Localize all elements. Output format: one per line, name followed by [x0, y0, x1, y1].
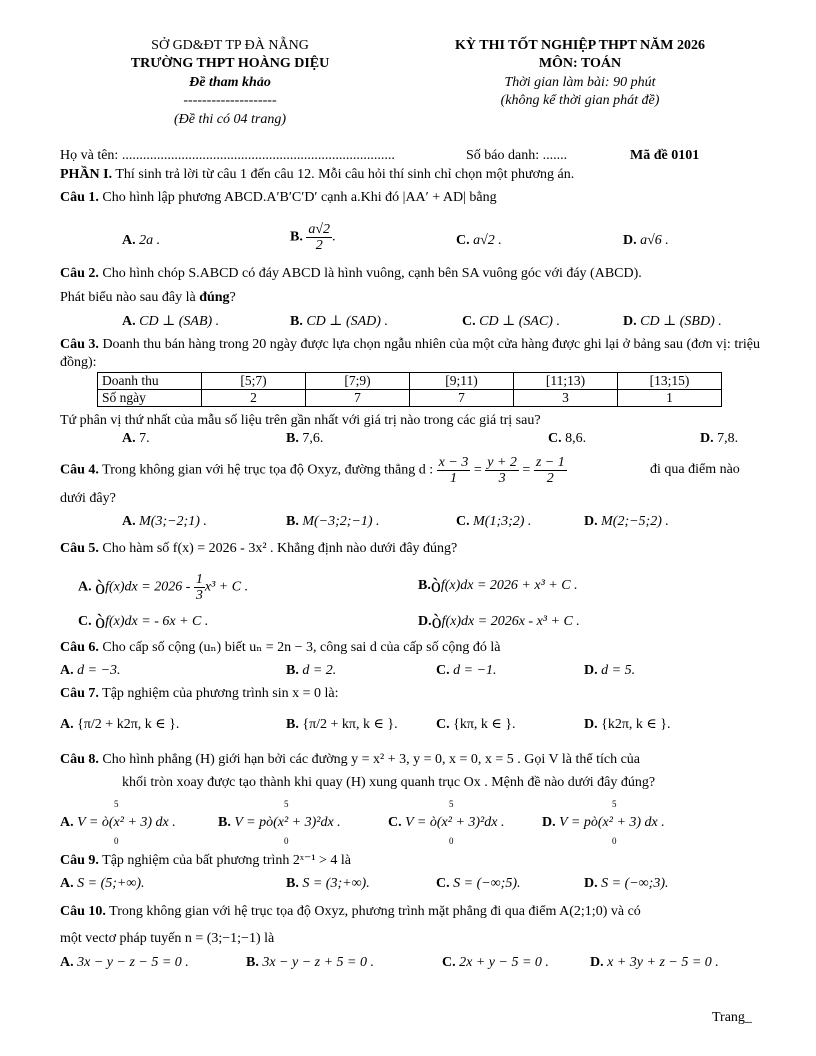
q2-option-d[interactable]: [623, 313, 722, 330]
option-letter: A.: [60, 955, 74, 970]
option-value: V = pò(x² + 3)²dx .: [234, 815, 341, 830]
fraction-denominator: 1: [450, 471, 457, 486]
option-letter: D.: [542, 815, 556, 830]
page-footer: Trang_: [712, 1010, 752, 1025]
q3-option-a[interactable]: [122, 431, 150, 447]
option-letter: A.: [60, 815, 74, 830]
option-value: f(x)dx = 2026x - x³ + C .: [441, 614, 580, 629]
option-letter: C.: [442, 955, 456, 970]
q9-option-c[interactable]: [436, 876, 521, 892]
q9-text: Tập nghiệm của bất phương trình 2ˣ⁻¹ > 4 là: [98, 853, 352, 868]
option-letter: A.: [122, 514, 136, 529]
option-letter: D.: [584, 663, 598, 678]
option-value: f(x)dx = 2026 + x³ + C .: [440, 578, 578, 593]
q7-label: Câu 7.: [60, 686, 99, 701]
q4-option-b[interactable]: [286, 514, 380, 530]
option-letter: B.: [246, 955, 259, 970]
part1-text: Thí sinh trả lời từ câu 1 đến câu 12. Mỗi câu hỏi thí sinh chỉ chọn một phương án.: [112, 167, 575, 182]
option-value: a√2 .: [473, 233, 502, 248]
integral-icon: ò: [95, 611, 106, 633]
q10-text: Trong không gian với hệ trục tọa độ Oxyz, phương trình mặt phẳng đi qua điểm A(2;1;0) và có: [105, 904, 641, 919]
question-7: [60, 686, 339, 702]
q7-option-b[interactable]: [286, 716, 398, 733]
q9-option-b[interactable]: [286, 876, 370, 892]
exam-type: Đề tham khảo: [189, 75, 271, 90]
q5-text: Cho hàm số f(x) = 2026 - 3x² . Khẳng định nào dưới đây đúng?: [98, 541, 458, 556]
option-letter: B.: [418, 578, 431, 593]
q2-option-c[interactable]: [462, 313, 560, 330]
q1-label: Câu 1.: [60, 190, 99, 205]
option-letter: D.: [623, 233, 637, 248]
frequency-table: [97, 372, 722, 407]
subject: MÔN: TOÁN: [538, 56, 622, 71]
integral-icon: ò: [430, 575, 441, 597]
question-8: [60, 752, 640, 768]
duration: Thời gian làm bài: 90 phút: [504, 75, 656, 90]
option-letter: A.: [122, 314, 136, 329]
table-row: [98, 390, 722, 407]
option-letter: D.: [584, 876, 598, 891]
q2-text-part: ?: [229, 290, 236, 305]
table-row: [98, 373, 722, 390]
q4-label: Câu 4.: [60, 462, 99, 478]
q2-text-part: Phát biểu nào sau đây là: [60, 290, 200, 305]
q1-option-a[interactable]: [122, 233, 160, 249]
integral-upper-limit: 5: [114, 799, 119, 809]
q6-option-b[interactable]: [286, 663, 336, 679]
option-letter: D.: [700, 431, 714, 446]
option-letter: D.: [584, 717, 598, 732]
option-letter: B.: [286, 514, 299, 529]
fraction-denominator: 2: [546, 471, 554, 486]
question-3: [60, 336, 760, 372]
question-2: [60, 266, 642, 282]
option-letter: C.: [436, 663, 450, 678]
option-value: 3x − y − z + 5 = 0 .: [262, 955, 375, 970]
option-letter: D.: [590, 955, 604, 970]
option-letter: C.: [548, 431, 562, 446]
option-letter: B.: [286, 717, 299, 732]
integral-icon: ò: [431, 611, 442, 633]
q10-option-d[interactable]: [590, 955, 719, 971]
table-cell: [5;7): [202, 373, 306, 390]
option-value: x + 3y + z − 5 = 0 .: [607, 955, 719, 970]
integral-lower-limit: 0: [612, 836, 617, 846]
option-value: CD ⊥ (SAB) .: [139, 314, 220, 329]
part1-instruction: [60, 167, 574, 183]
option-letter: C.: [456, 514, 470, 529]
option-value: a√6 .: [640, 233, 669, 248]
q8-text-line2: khối tròn xoay được tạo thành khi quay (H) xung quanh trục Ox . Mệnh đề nào dưới đây đúng?: [122, 775, 656, 790]
option-value: 7,6.: [302, 431, 324, 446]
q4-text-line2: dưới đây?: [60, 491, 116, 506]
option-value: f(x)dx = 2026 -: [105, 579, 191, 595]
option-value: 7.: [139, 431, 150, 446]
q10-text-line2: một vectơ pháp tuyến n = (3;−1;−1) là: [60, 931, 275, 946]
option-letter: A.: [122, 431, 136, 446]
option-letter: C.: [388, 815, 402, 830]
option-value: S = (−∞;3).: [601, 876, 669, 891]
option-value: M(−3;2;−1) .: [302, 514, 380, 529]
q9-label: Câu 9.: [60, 853, 99, 868]
option-letter: D.: [418, 614, 432, 629]
option-value: x³ + C .: [204, 579, 249, 595]
dept-name: SỞ GD&ĐT TP ĐÀ NẴNG: [151, 38, 309, 53]
school-name: TRƯỜNG THPT HOÀNG DIỆU: [130, 56, 330, 71]
table-cell: [7;9): [306, 373, 410, 390]
question-6: [60, 639, 500, 656]
fraction-numerator: a√2: [308, 222, 331, 237]
table-cell: 7: [410, 390, 514, 407]
q4-text-end: đi qua điểm nào: [650, 462, 740, 477]
option-value: {kπ, k ∈ }.: [453, 717, 516, 732]
integral-icon: ò: [95, 576, 106, 599]
q6-option-a[interactable]: [60, 663, 121, 679]
option-value: 3x − y − z − 5 = 0 .: [77, 955, 189, 970]
option-letter: C.: [456, 233, 470, 248]
option-letter: C.: [78, 614, 92, 629]
option-value: M(2;−5;2) .: [601, 514, 669, 529]
option-letter: A.: [60, 717, 74, 732]
q4-option-c[interactable]: [456, 514, 531, 530]
option-value: V = pò(x² + 3) dx .: [559, 815, 665, 830]
q8-option-a[interactable]: [60, 815, 176, 831]
q7-option-c[interactable]: [436, 716, 516, 733]
q2-label: Câu 2.: [60, 266, 99, 281]
q4-option-a[interactable]: [122, 514, 207, 530]
option-value: {π/2 + k2π, k ∈ }.: [77, 717, 180, 732]
option-letter: B.: [286, 431, 299, 446]
option-letter: D.: [623, 314, 637, 329]
q5-option-b[interactable]: [418, 572, 578, 595]
q8-label: Câu 8.: [60, 752, 99, 767]
option-value: d = 5.: [601, 663, 636, 678]
option-value: CD ⊥ (SAD) .: [306, 314, 388, 329]
q5-option-d[interactable]: [418, 608, 580, 631]
q1-option-b[interactable]: B. $\frac{a√2}{2}$ .: [290, 222, 336, 253]
q8-option-b[interactable]: [218, 815, 341, 831]
q7-option-a[interactable]: [60, 716, 179, 733]
page-count: (Đề thi có 04 trang): [174, 112, 286, 127]
q7-text: Tập nghiệm của phương trình sin x = 0 là:: [98, 686, 339, 701]
fraction-numerator: 1: [195, 572, 203, 587]
option-value: CD ⊥ (SAC) .: [479, 314, 560, 329]
q1-option-d[interactable]: [623, 233, 669, 249]
option-letter: C.: [436, 876, 450, 891]
q7-option-d[interactable]: [584, 716, 671, 733]
q2-option-b[interactable]: [290, 313, 388, 330]
fraction-denominator: 3: [195, 588, 203, 603]
option-letter: B.: [290, 229, 303, 245]
q1-option-c[interactable]: [456, 233, 502, 249]
fraction-denominator: 3: [498, 471, 506, 486]
table-cell: 3: [514, 390, 618, 407]
table-cell: 7: [306, 390, 410, 407]
sbd-field: Số báo danh: .......: [466, 148, 568, 163]
option-letter: A.: [122, 233, 136, 248]
option-value: f(x)dx = - 6x + C .: [105, 614, 209, 629]
option-value: S = (−∞;5).: [453, 876, 521, 891]
q6-label: Câu 6.: [60, 640, 99, 655]
integral-lower-limit: 0: [449, 836, 454, 846]
option-value: 8,6.: [565, 431, 587, 446]
q6-option-d[interactable]: [584, 663, 635, 679]
option-value: d = −1.: [453, 663, 497, 678]
option-value: V = ò(x² + 3)²dx .: [405, 815, 505, 830]
question-5: [60, 541, 457, 557]
question-4: Câu 4. Trong không gian với hệ trục tọa độ Oxyz, đường thẳng d : $\frac{x - 3}{1}$ = $\frac{y + 2}{3}$ = $\frac{z - 1}{2}$: [60, 455, 565, 486]
option-value: d = 2.: [302, 663, 337, 678]
integral-upper-limit: 5: [449, 799, 454, 809]
question-1: [60, 190, 497, 206]
q3-question: Tứ phân vị thứ nhất của mẫu số liệu trên gần nhất với giá trị nào trong các giá trị sau?: [60, 413, 541, 428]
integral-upper-limit: 5: [612, 799, 617, 809]
fraction-numerator: z − 1: [535, 455, 565, 470]
table-cell: [9;11): [410, 373, 514, 390]
option-value: 7,8.: [717, 431, 739, 446]
q9-option-d[interactable]: [584, 876, 669, 892]
q10-option-a[interactable]: [60, 955, 189, 971]
q8-text: Cho hình phẳng (H) giới hạn bởi các đường y = x² + 3, y = 0, x = 0, x = 5 . Gọi V là thể tích của: [98, 752, 641, 767]
option-value: M(3;−2;1) .: [139, 514, 207, 529]
table-cell: [11;13): [514, 373, 618, 390]
fraction-denominator: 2: [315, 238, 323, 253]
option-letter: B.: [218, 815, 231, 830]
q4-text: Trong không gian với hệ trục tọa độ Oxyz, đường thẳng d :: [98, 462, 434, 478]
option-letter: C.: [462, 314, 476, 329]
option-letter: A.: [60, 663, 74, 678]
option-letter: B.: [286, 663, 299, 678]
q3-option-d[interactable]: [700, 431, 738, 447]
q8-option-c[interactable]: [388, 815, 504, 831]
q2-emphasis: đúng: [199, 290, 230, 305]
question-9: [60, 852, 351, 869]
q9-option-a[interactable]: [60, 876, 145, 892]
integral-lower-limit: 0: [114, 836, 119, 846]
name-field: Họ và tên: ..............................................................................: [60, 148, 395, 163]
table-cell: 2: [202, 390, 306, 407]
q3-label: Câu 3.: [60, 337, 99, 352]
q6-option-c[interactable]: [436, 663, 497, 679]
option-value: {k2π, k ∈ }.: [601, 717, 671, 732]
q3-text: Doanh thu bán hàng trong 20 ngày được lựa chọn ngẫu nhiên của một cửa hàng được ghi lại ở bảng sau (đơn vị: triệu đồng):: [60, 337, 760, 370]
q5-label: Câu 5.: [60, 541, 99, 556]
q3-option-c[interactable]: [548, 431, 586, 447]
q5-option-c[interactable]: [78, 608, 208, 631]
option-letter: C.: [436, 717, 450, 732]
option-value: S = (5;+∞).: [77, 876, 145, 891]
duration-note: (không kể thời gian phát đề): [500, 93, 660, 108]
integral-upper-limit: 5: [284, 799, 289, 809]
q10-label: Câu 10.: [60, 904, 106, 919]
fraction-numerator: y + 2: [487, 455, 517, 470]
option-letter: D.: [584, 514, 598, 529]
q4-option-d[interactable]: [584, 514, 669, 530]
option-letter: B.: [290, 314, 303, 329]
fraction-numerator: x − 3: [438, 455, 469, 470]
option-value: S = (3;+∞).: [302, 876, 370, 891]
q10-option-c[interactable]: [442, 955, 549, 971]
option-value: 2a .: [139, 233, 161, 248]
option-value: V = ò(x² + 3) dx .: [77, 815, 176, 830]
q8-option-d[interactable]: [542, 815, 665, 831]
option-value: 2x + y − 5 = 0 .: [459, 955, 549, 970]
q5-option-a[interactable]: [78, 572, 248, 603]
option-value: d = −3.: [77, 663, 121, 678]
option-value: M(1;3;2) .: [473, 514, 532, 529]
exam-code: Mã đề 0101: [630, 148, 700, 163]
table-cell: 1: [618, 390, 722, 407]
table-cell: [13;15): [618, 373, 722, 390]
option-letter: B.: [286, 876, 299, 891]
q2-option-a[interactable]: [122, 313, 219, 330]
q10-option-b[interactable]: [246, 955, 374, 971]
divider: --------------------: [183, 93, 277, 108]
option-value: CD ⊥ (SBD) .: [640, 314, 722, 329]
table-cell: Số ngày: [98, 390, 202, 407]
table-cell: Doanh thu: [98, 373, 202, 390]
q3-option-b[interactable]: [286, 431, 323, 447]
exam-title: KỲ THI TỐT NGHIỆP THPT NĂM 2026: [455, 38, 705, 53]
q6-text: Cho cấp số cộng (uₙ) biết uₙ = 2n − 3, công sai d của cấp số cộng đó là: [98, 640, 501, 655]
question-2-line2: [60, 290, 236, 306]
question-10: [60, 904, 641, 920]
q2-text: Cho hình chóp S.ABCD có đáy ABCD là hình vuông, cạnh bên SA vuông góc với đáy (ABCD).: [98, 266, 642, 281]
option-letter: A.: [60, 876, 74, 891]
option-value: {π/2 + kπ, k ∈ }.: [302, 717, 398, 732]
integral-lower-limit: 0: [284, 836, 289, 846]
part1-title: PHẦN I.: [60, 167, 113, 182]
option-letter: A.: [78, 579, 92, 595]
q1-text: Cho hình lập phương ABCD.A′B′C′D′ cạnh a.Khi đó |AA′ + AD| bằng: [98, 190, 497, 205]
